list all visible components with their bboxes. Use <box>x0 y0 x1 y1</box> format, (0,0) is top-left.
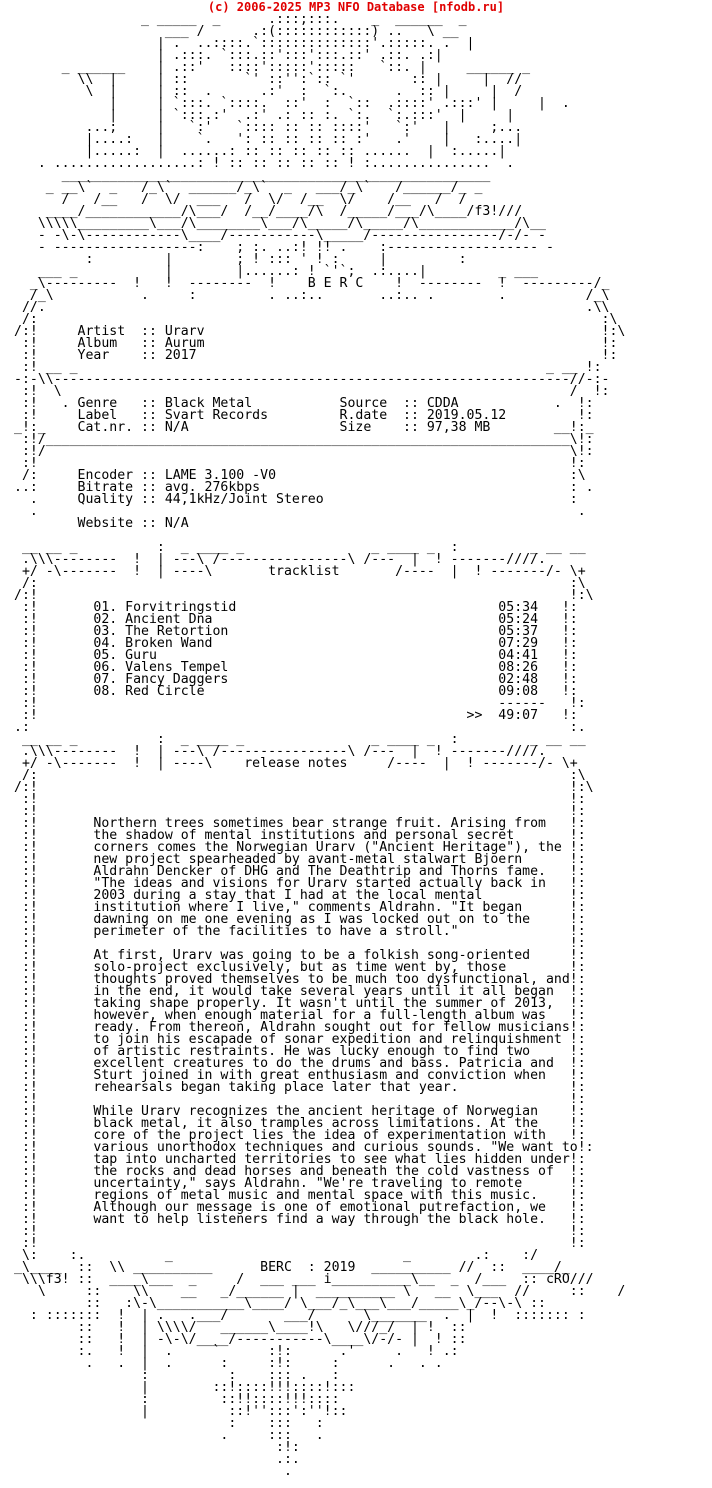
nfo-text-block: _ _____ _ .:::;:::. _ ______ _ ___ / .:(::::::::::::) .. \ __ | . ..::::.`::::::::::::::'.:::::. . | | .:::. `:::.::':::':::.::' .::. .:| _ ______ | .::' ::::':::::'::::: `::. | ______ _ \\ | | :: `' ::'':`:: `' :: | | // \ | | :: . .:' : `:. . :: | | / | | `:::. `::::. ::' : `:: .::::' .:::' | | . | | `:::.:' .:' .: :: :. `:. `:.:::' | | ...; | `:' `:::: :: :: ::::' `:' | ;... |....: | `. ': :: :: :: :: :' .' | :....| |.....: | ......: :: :: :: :: :: ...... | :.....| . ..................: ! :: :: :: :: :: ! :............... . ______________________________________________________ _ __\` _ /_\` ______/_\` _ ___/_\` /______/_ _ / /__ / \/ ___ / \/ /__ \/ /__ / / ____/____________/\___/ /__/____/\ /_____/___/\____/f3!/// \\\\\_________\___/\________\___/\_____/\_____/\____________/\__ - -\-\------------\____/-----------\_____/----------------/-/- - - ------------------: ; :. ..:! !! . :------------------- - : | ; ! ::: ' ! : | : ___ _ | |......: ! `'`; .:....| _ ___ _\--------- ! ! -------- ! B E R C ! -------- ! ---------/_ /_\ . : . ..:.. ..:.. . . /_\ //. .\\ /: :\ /:! Artist :: Urarv !:\ :! Album :: Aurum !: :! Year :: 2017 !: :! __ _ _ __ !: -:-\\-----------------------------------------------------------------//-:- :! \ / !: :! . Genre :: Black Metal Source :: CDDA . !: :! Label :: Svart Records R.date :: 2019.05.12 !: _!:_ Cat.nr. :: N/A Size :: 97,38 MB __!:_ :!/__________________________________________________________________\!: :!/ \!: :! !: /: Encoder :: LAME 3.100 -V0 :\ ..: Bitrate :: avg. 276kbps : . . Quality :: 44,1kHz/Joint Stereo : . . Website :: N/A __ __ _ : _ ____ _ _ ____ _ : _ __ __ .\\\-------- ! | ---\ /----------------\ /--- | ! -------////. +/ -\------- ! | ----\ tracklist /---- | ! -------/- \+ /: :\ /:! !:\ :! 01. Forvitringstid 05:34 !: :! 02. Ancient Dna 05:24 !: :! 03. The Retortion 05:37 !: :! 04. Broken Wand 07:29 !: :! 05. Guru 04:41 !: :! 06. Valens Tempel 08:26 !: :! 07. Fancy Daggers 02:48 !: :! 08. Red Circle 09:08 !: :! ------ !: :! >> 49:07 !: .: :. __ __ _ : _ ____ _ _ ____ _ : _ __ __ .\\\-------- ! | ---\ /----------------\ /--- | ! -------////. +/ -\------- ! | ----\ release notes /---- | ! -------/- \+ /: :\ /:! !:\ :! !: :! !: :! Northern trees sometimes bear strange fruit. Arising from !: :! the shadow of mental institutions and personal secret !: :! corners comes the Norwegian Urarv ("Ancient Heritage"), the !: :! new project spearheaded by avant-metal stalwart Bjoern !: :! Aldrahn Dencker of DHG and The Deathtrip and Thorns fame. !: :! "The ideas and visions for Urarv started actually back in !: :! 2003 during a stay that I had at the local mental !: :! institution where I live," comments Aldrahn. "It began !: :! dawning on me one evening as I was locked out on to the !: :! perimeter of the facilities to have a stroll." !: :! !: :! At first, Urarv was going to be a folkish song-oriented !: :! solo-project exclusively, but as time went by, those !: :! thoughts proved themselves to be much too dysfunctional, and!: :! in the end, it would take several years until it all began !: :! taking shape properly. It wasn't until the summer of 2013, !: :! however, when enough material for a full-length album was !: :! ready. From thereon, Aldrahn sought out for fellow musicians!: :! to join his escapade of sonar expedition and relinquishment !: :! of artistic restraints. He was lucky enough to find two !: :! excellent creatures to do the drums and bass. Patricia and !: :! Sturt joined in with great enthusiasm and conviction when !: :! rehearsals began taking place later that year. !: :! !: :! While Urarv recognizes the ancient heritage of Norwegian !: :! black metal, it also tramples across limitations. At the !: :! core of the project lies the idea of experimentation with !: :! various unorthodox techniques and curious sounds. "We want to!: :! tap into uncharted territories to see what lies hidden under!: :! the rocks and dead horses and beneath the cold vastness of !: :! uncertainty," says Aldrahn. "We're traveling to remote !: :! regions of metal music and mental space with this music. !: :! Although our message is one of emotional putrefaction, we !: :! want to help listeners find a way through the black hole. !: :! !: :! !: \: :. _ _ .: :/ _\____ :: \\ __________ BERC : 2019 __________ // :: ____/_ \\\f3! :: ____\___ _ / ___ ___ i__________\__ _ /___ :: cRO/// \ :: \\ __ _/______ | __________ \ __ \___ // :: / :: :\-\___________\____/ \___/_\___\___/_____\_/--\-\ :: : ::::::: ! | . .___/ ___/ \_______ . | ! ::::::: : :: ! | \\\\/ ______\____!\ \///_/ | ! :: :: ! | -\-\/____/-----------\____\/-/- | ! :: :. ! | . ` :!: .' . ! .: . . | . : :!: : . . . : : ::: . : | ::!::::!!!::::!::: : ::!!::::!!!:::: | ::!'':::':''!:: : ::: : . ::: . :!: .:. . <box>14 12 626 1479</box>
site-copyright-header: (c) 2006-2025 MP3 NFO Database [nfodb.ru] <box>207 0 505 14</box>
